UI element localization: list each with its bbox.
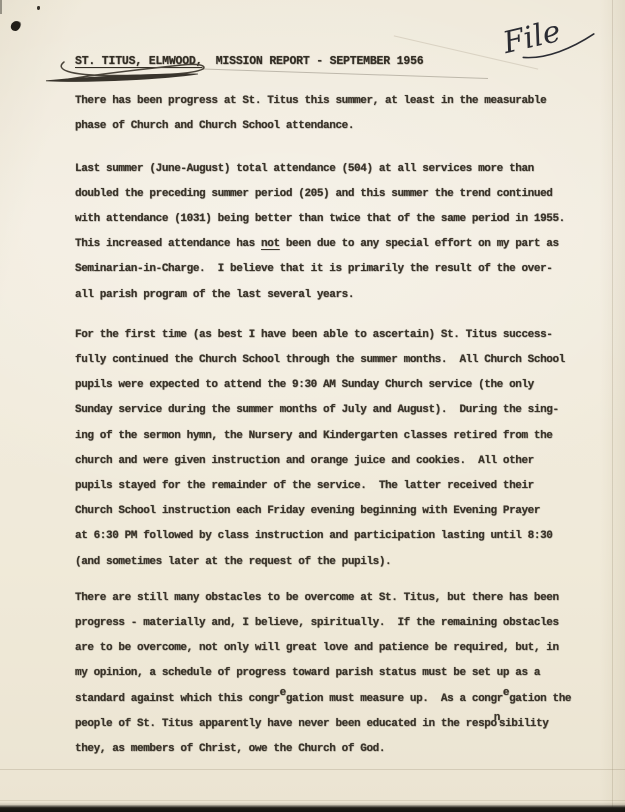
typed-line [75,114,573,139]
typed-line [75,636,573,661]
text-segment: Last summer (June-August) total attendance (504) at all services more than [75,162,534,175]
typed-line [75,257,573,282]
text-segment: all parish program of the last several years. [75,288,355,301]
underlined-text: not [261,238,280,251]
typed-line [75,232,573,257]
typed-line [75,207,573,232]
text-segment: standard against which this congr [75,692,280,705]
raised-correction-letter: e [502,686,510,699]
text-segment: my opinion, a schedule of progress toward parish status must be set up as a [75,667,541,680]
pen-flourish [40,57,490,97]
text-segment: pupils stayed for the remainder of the service. The latter received their [75,480,534,493]
paragraph [75,323,573,575]
text-segment: phase of Church and Church School attendance. [75,120,355,133]
typed-line [75,182,573,207]
typed-line [75,424,573,449]
text-segment: Sunday service during the summer months of July and August). During the sing- [75,404,559,417]
text-segment: doubled the preceding summer period (205) and this summer the trend continued [75,187,553,200]
text-segment: This increased attendance has [75,238,262,251]
text-segment: pupils were expected to attend the 9:30 AM Sunday Church service (the only [75,379,534,392]
typed-line [75,449,573,474]
typed-line [75,348,573,373]
text-segment: Seminarian-in-Charge. I believe that it is primarily the result of the over- [75,263,553,276]
text-segment: ing of the sermon hymn, the Nursery and Kindergarten classes retired from the [75,429,553,442]
typed-line [75,524,573,549]
typed-line [75,323,573,348]
text-segment: with attendance (1031) being better than twice that of the same period in 1955. [75,213,565,226]
scan-edge-bottom [0,805,625,812]
paragraph [75,157,573,308]
text-segment: For the first time (as best I have been able to ascertain) St. Titus success- [75,328,553,341]
typed-line [75,157,573,182]
scan-edge-left [0,0,2,14]
typed-line [75,398,573,423]
underlined-text: ST. TITUS, ELMWOOD, [75,55,203,68]
paragraph [75,586,573,762]
text-segment: There has been progress at St. Titus this summer, at least in the measurable [75,95,547,108]
typed-line [75,737,573,762]
paper-fold-line-horizontal [0,769,625,770]
text-segment: (and sometimes later at the request of the pupils). [75,555,392,568]
text-segment: people of St. Titus apparently have never been educated in the respo [75,717,497,730]
typed-line [75,474,573,499]
text-segment: MISSION REPORT - SEPTEMBER 1956 [202,55,424,68]
handwritten-file-text: File [499,13,564,62]
text-segment: are to be overcome, not only will great love and patience be required, but, in [75,642,559,655]
text-segment: at 6:30 PM followed by class instruction and participation lasting until 8:30 [75,530,553,543]
text-segment: been due to any special effort on my part as [279,238,559,251]
raised-correction-letter: n [493,711,500,724]
text-segment: gation must measure up. As a congr [285,692,503,705]
text-segment: Church School instruction each Friday evening beginning with Evening Prayer [75,505,541,518]
ink-blot [10,20,22,32]
typed-document [75,49,573,762]
paper-fold-line-horizontal [0,800,625,801]
typed-line [75,712,573,737]
paper-fold-line-vertical [612,0,613,812]
pen-tail-stroke [203,69,488,79]
typed-line [75,373,573,398]
raised-correction-letter: e [279,686,286,699]
typed-line [75,687,573,712]
text-segment: There are still many obstacles to be overcome at St. Titus, but there has been [75,591,559,604]
typed-line [75,283,573,308]
typed-line [75,550,573,575]
typed-line [75,499,573,524]
text-segment: fully continued the Church School through the summer months. All Church School [75,354,565,367]
typed-line [75,611,573,636]
text-segment: church and were given instruction and orange juice and cookies. All other [75,454,534,467]
typed-line [75,661,573,686]
text-segment: they, as members of Christ, owe the Church of God. [75,743,386,756]
typed-line [75,586,573,611]
ink-speck [37,6,40,10]
text-segment: sibility [498,717,549,730]
text-segment: progress - materially and, I believe, spiritually. If the remaining obstacles [75,617,559,630]
text-segment: gation the [509,692,572,705]
